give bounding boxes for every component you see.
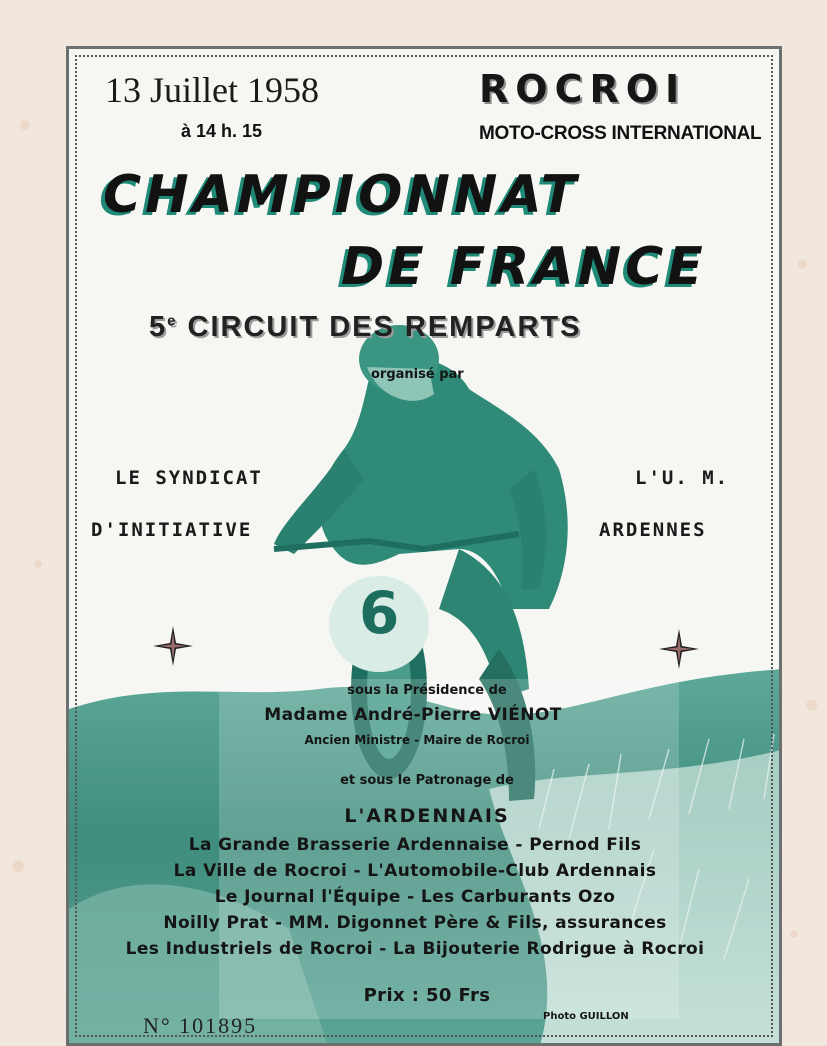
sponsor-line: Le Journal l'Équipe - Les Carburants Ozo: [214, 887, 616, 907]
paper-stain: [798, 260, 807, 269]
paper-stain: [20, 120, 30, 130]
rider-number: 6: [359, 579, 400, 647]
organizer-left-line2: D'INITIATIVE: [91, 519, 253, 541]
sponsor-line: Noilly Prat - MM. Digonnet Père & Fils, assurances: [163, 913, 667, 933]
poster: [66, 46, 782, 1046]
event-date: 13 Juillet 1958: [105, 70, 319, 110]
paper-stain: [12, 860, 24, 872]
organizer-left-line1: LE SYNDICAT: [115, 467, 263, 489]
serial-number: N° 101895: [143, 1013, 258, 1038]
paper-stain: [790, 930, 798, 938]
sponsor-line: Les Industriels de Rocroi - La Bijouterie Rodrigue à Rocroi: [125, 939, 705, 959]
sponsor-line: La Ville de Rocroi - L'Automobile-Club Ardennais: [173, 861, 657, 881]
presidency-intro: sous la Présidence de: [347, 683, 507, 698]
town-name: ROCROI: [479, 67, 687, 111]
sparkle-star-icon: [657, 627, 701, 671]
circuit-ordinal-suffix: e: [167, 312, 178, 330]
paper-stain: [34, 560, 42, 568]
circuit-title: [149, 311, 581, 344]
event-time: à 14 h. 15: [181, 121, 263, 141]
title-championnat: CHAMPIONNAT: [103, 165, 581, 225]
photo-credit: Photo GUILLON: [543, 1011, 629, 1022]
price: Prix : 50 Frs: [363, 985, 491, 1006]
patron-main: L'ARDENNAIS: [344, 805, 510, 827]
president-titles: Ancien Ministre - Maire de Rocroi: [304, 733, 530, 747]
organizer-right-line2: ARDENNES: [599, 519, 707, 541]
circuit-ordinal: 5: [149, 311, 168, 343]
event-type: MOTO-CROSS INTERNATIONAL: [479, 123, 762, 144]
sparkle-star-icon: [151, 624, 195, 668]
paper-stain: [806, 700, 817, 711]
title-de-france: DE FRANCE: [341, 237, 707, 297]
organizer-right-line1: L'U. M.: [635, 467, 730, 489]
patronage-intro: et sous le Patronage de: [340, 773, 514, 788]
president-name: Madame André-Pierre VIÉNOT: [264, 705, 562, 725]
sponsor-line: La Grande Brasserie Ardennaise - Pernod Fils: [188, 835, 642, 855]
organized-by: organisé par: [371, 367, 464, 382]
circuit-name: CIRCUIT DES REMPARTS: [187, 311, 582, 343]
